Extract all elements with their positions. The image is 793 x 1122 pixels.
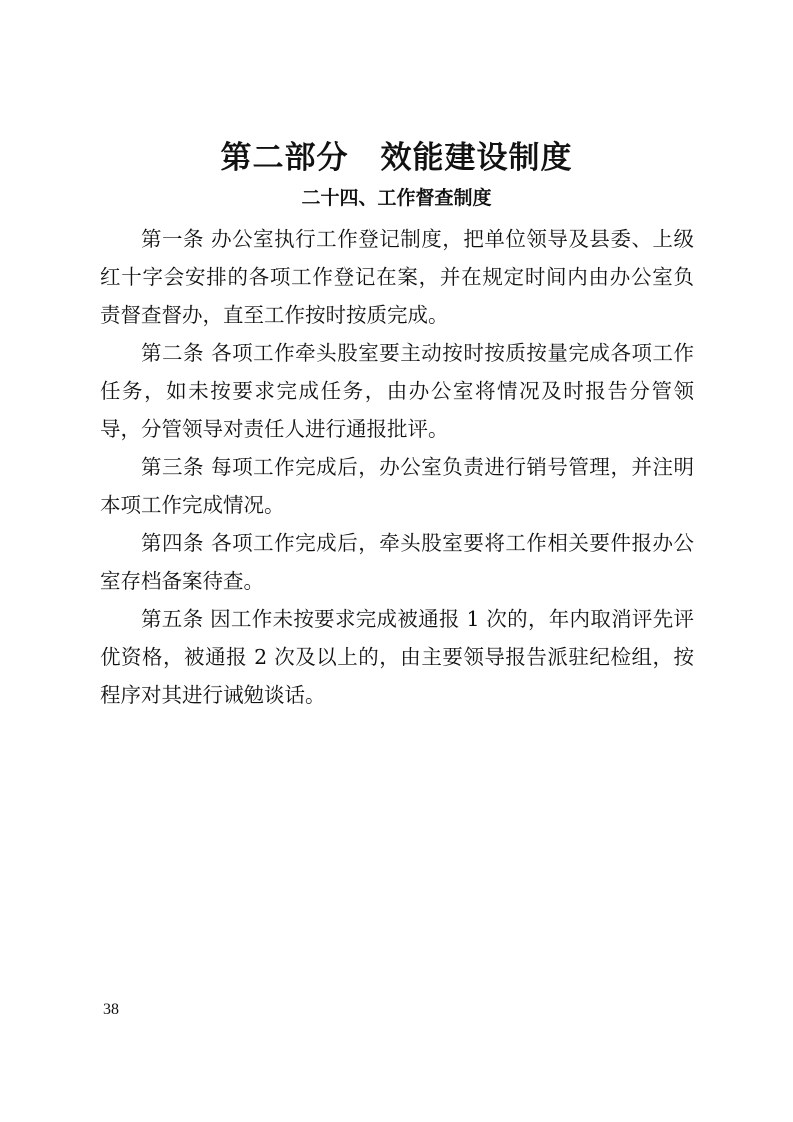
part-title: 第二部分 效能建设制度 [220, 140, 573, 176]
article-1-paragraph: 第一条 办公室执行工作登记制度，把单位领导及县委、上级红十字会安排的各项工作登记在案，并在规定时间内由办公室负责督查督办，直至工作按时按质完成。 [100, 227, 694, 327]
article-3-paragraph: 第三条 每项工作完成后，办公室负责进行销号管理，并注明本项工作完成情况。 [100, 455, 694, 517]
section-title: 二十四、工作督查制度 [301, 187, 492, 209]
article-5-paragraph: 第五条 因工作未按要求完成被通报 1 次的，年内取消评先评优资格，被通报 2 次及以上的，由主要领导报告派驻纪检组，按程序对其进行诫勉谈话。 [100, 607, 694, 707]
document-body [100, 220, 694, 714]
page-number: 38 [103, 1001, 119, 1018]
article-4-paragraph: 第四条 各项工作完成后，牵头股室要将工作相关要件报办公室存档备案待查。 [100, 531, 694, 593]
article-2-paragraph: 第二条 各项工作牵头股室要主动按时按质按量完成各项工作任务，如未按要求完成任务，由办公室将情况及时报告分管领导，分管领导对责任人进行通报批评。 [100, 341, 694, 441]
